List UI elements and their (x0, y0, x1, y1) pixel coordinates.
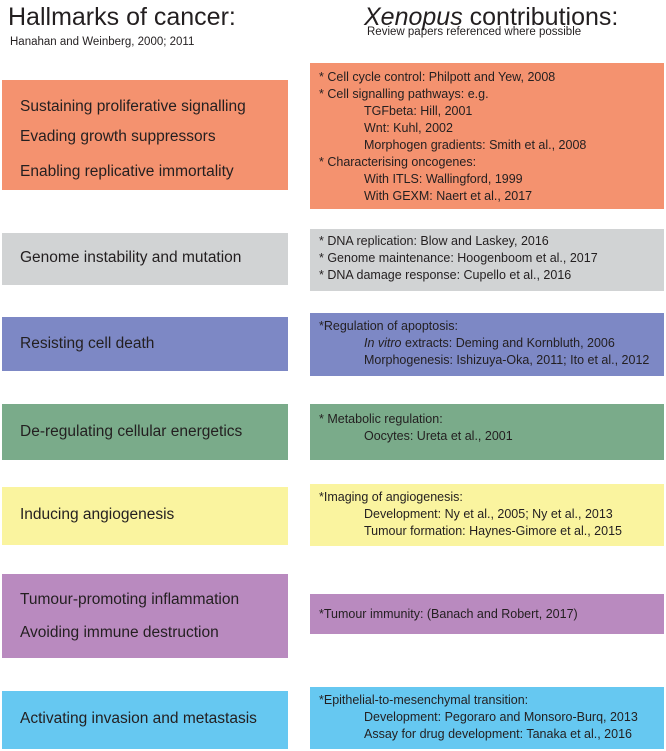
contribution-line-rest: extracts: Deming and Kornbluth, 2006 (401, 336, 615, 350)
contribution-line: * Cell signalling pathways: e.g. (319, 87, 489, 101)
hallmark-box-genome (2, 233, 288, 285)
right-header-title-rest: contributions: (462, 3, 619, 31)
contribution-box-cell-death (310, 313, 664, 376)
contribution-line: Oocytes: Ureta et al., 2001 (364, 429, 513, 443)
contribution-line: Assay for drug development: Tanaka et al., 2016 (364, 727, 632, 741)
hallmark-box-metastasis (2, 691, 288, 749)
hallmark-label: Activating invasion and metastasis (20, 710, 257, 727)
contribution-box-energetics (310, 404, 664, 460)
left-header-citation: Hanahan and Weinberg, 2000; 2011 (10, 36, 195, 48)
contribution-line: Wnt: Kuhl, 2002 (364, 121, 453, 135)
contribution-line: With ITLS: Wallingford, 1999 (364, 172, 523, 186)
contribution-line: TGFbeta: Hill, 2001 (364, 104, 473, 118)
contribution-line: With GEXM: Naert et al., 2017 (364, 189, 533, 203)
contribution-box-proliferation (310, 63, 664, 209)
contribution-line: Development: Ny et al., 2005; Ny et al., 2013 (364, 507, 613, 521)
right-header-subtitle: Review papers referenced where possible (367, 26, 582, 38)
hallmark-label: Inducing angiogenesis (20, 506, 175, 523)
hallmark-label: Enabling replicative immortality (20, 163, 234, 180)
contribution-line: Tumour formation: Haynes-Gimore et al., 2015 (364, 524, 622, 538)
hallmark-box-cell-death (2, 317, 288, 371)
xenopus-label: Xenopus (364, 3, 463, 31)
hallmark-label: Avoiding immune destruction (20, 624, 219, 641)
hallmark-box-energetics (2, 404, 288, 460)
contribution-line: * Cell cycle control: Philpott and Yew, 2008 (319, 70, 556, 84)
contribution-line: *Regulation of apoptosis: (319, 319, 458, 333)
contribution-box-immune (310, 594, 664, 634)
hallmark-box-proliferation (2, 80, 288, 190)
contribution-line: *Tumour immunity: (Banach and Robert, 2017) (319, 607, 578, 621)
contribution-line: *Epithelial-to-mesenchymal transition: (319, 693, 529, 707)
contribution-line (364, 335, 615, 351)
hallmark-box-immune (2, 574, 288, 658)
hallmark-box-angiogenesis (2, 487, 288, 545)
in-vitro-label: In vitro (364, 336, 402, 350)
hallmark-label: De-regulating cellular energetics (20, 423, 243, 440)
contribution-box-genome (310, 229, 664, 291)
hallmark-label: Tumour-promoting inflammation (20, 591, 240, 608)
hallmark-label: Genome instability and mutation (20, 249, 242, 266)
hallmark-label: Sustaining proliferative signalling (20, 98, 246, 115)
contribution-box-metastasis (310, 687, 664, 749)
contribution-line: Development: Pegoraro and Monsoro-Burq, 2013 (364, 710, 638, 724)
contribution-line: Morphogen gradients: Smith et al., 2008 (364, 138, 587, 152)
contribution-line: * Metabolic regulation: (319, 412, 443, 426)
contribution-line: * DNA replication: Blow and Laskey, 2016 (319, 234, 549, 248)
contribution-line: * Characterising oncogenes: (319, 155, 477, 169)
hallmark-label: Evading growth suppressors (20, 128, 216, 145)
contribution-line: * Genome maintenance: Hoogenboom et al., 2017 (319, 251, 598, 265)
contribution-line: Morphogenesis: Ishizuya-Oka, 2011; Ito et al., 2012 (364, 353, 650, 367)
contribution-line: * DNA damage response: Cupello et al., 2016 (319, 268, 572, 282)
left-header-title: Hallmarks of cancer: (8, 3, 236, 31)
contribution-line: *Imaging of angiogenesis: (319, 490, 463, 504)
hallmark-label: Resisting cell death (20, 335, 155, 352)
contribution-box-angiogenesis (310, 484, 664, 546)
